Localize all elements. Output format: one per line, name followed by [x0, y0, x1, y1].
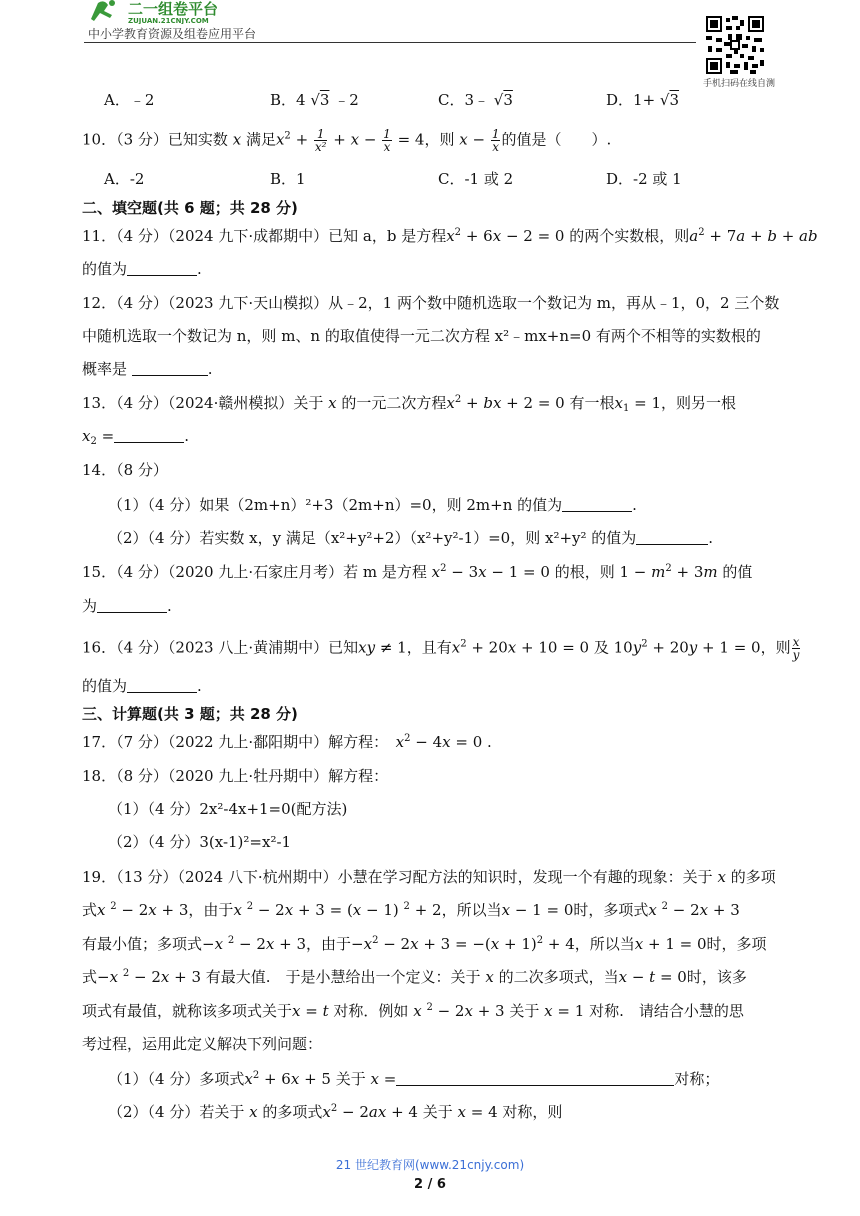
- qr-code-icon: [704, 14, 766, 76]
- question-12-line1: 12．（4 分）（2023 九下·天山模拟）从﹣2，1 两个数中随机选取一个数记为 m，再从﹣1，0，2 三个数: [82, 294, 780, 312]
- answer-blank-15[interactable]: [97, 598, 167, 613]
- question-19-line6: 考过程，运用此定义解决下列问题：: [82, 1035, 323, 1053]
- q10-option-d: D．-2 或 1: [606, 170, 682, 188]
- question-15: 15．（4 分）（2020 九上·石家庄月考）若 m 是方程 $x^2 - 3x - 1 = 0$ 的根，则 $1 - m^2 + 3m$ 的值: [82, 563, 753, 581]
- page-header: [84, 0, 696, 44]
- question-14: 14．（8 分）: [82, 461, 168, 479]
- question-17: 17．（7 分）（2022 九上·鄱阳期中）解方程： $x^2 - 4x = 0$ .: [82, 733, 492, 751]
- question-19-line1: 19．（13 分）（2024 八下·杭州期中）小慧在学习配方法的知识时，发现一个有趣的现象：关于 x 的多项: [82, 868, 776, 886]
- question-15-line2: 为 .: [82, 597, 172, 615]
- question-14-part2: （2）（4 分）若实数 x，y 满足（x²+y²+2）（x²+y²-1）=0，则 x²+y² 的值为 .: [108, 529, 714, 547]
- question-16: 16．（4 分）（2023 八上·黄浦期中）已知xy ≠ 1，且有$x^2 + 20x + 10 = 0$ 及 $10y^2 + 20y + 1 = 0$，则 $\frac{x}{y}$: [82, 635, 800, 662]
- qr-caption: 手机扫码在线自测: [702, 79, 775, 89]
- page-number: 2 / 6: [414, 1177, 446, 1192]
- q10-option-c: C．-1 或 2: [438, 170, 514, 188]
- question-19-part1: （1）（4 分）多项式$x^2 + 6x + 5$ 关于 x = 对称；: [108, 1070, 720, 1088]
- question-12-line3: 概率是 .: [82, 360, 213, 378]
- answer-blank-12[interactable]: [132, 361, 208, 376]
- question-18-part2: （2）（4 分）3(x-1)²=x²-1: [108, 833, 292, 851]
- logo-text: 二一组卷平台: [128, 0, 219, 18]
- logo-subtext: ZUJUAN.21CNJY.COM: [128, 17, 209, 24]
- question-10: 10．（3 分）已知实数 x 满足$x^2$ + $\frac{1}{\text{x²}}$ + x − $\frac{1}{x}$ = 4，则 x − $\frac{1}{x}$ 的值是（ ）.: [82, 127, 612, 154]
- question-11: 11．（4 分）（2024 九下·成都期中）已知 a，b 是方程$x^2 + 6x - 2 = 0$ 的两个实数根，则$a^2 + 7a + b$ + ab: [82, 227, 818, 245]
- footer-website-link[interactable]: 21 世纪教育网(www.21cnjy.com): [335, 1158, 525, 1172]
- question-13: 13．（4 分）（2024·赣州模拟）关于 x 的一元二次方程$x^2$ + bx + 2 = 0 有一根$x_1 = 1$，则另一根: [82, 394, 737, 414]
- answer-blank-19-1[interactable]: [396, 1071, 674, 1086]
- question-18-part1: （1）（4 分）2x²-4x+1=0(配方法): [108, 800, 348, 818]
- q10-option-b: B．1: [270, 170, 306, 188]
- answer-blank-11[interactable]: [127, 261, 197, 276]
- section-heading-calculation: 三、计算题(共 3 题；共 28 分): [82, 705, 298, 723]
- question-19-line4: 式−x $^2$ − 2x + 3 有最大值. 于是小慧给出一个定义：关于 x 的二次多项式，当x − t = 0时，该多: [82, 968, 747, 986]
- q9-option-a: A．﹣2: [104, 91, 155, 109]
- q9-option-d: D．1+ √3: [606, 91, 680, 109]
- question-19-line5: 项式有最值，就称该多项式关于x = t 对称．例如 x $^2$ − 2x + 3 关于 x = 1 对称. 请结合小慧的思: [82, 1002, 744, 1020]
- header-subtitle: 中小学教育资源及组卷应用平台: [88, 27, 257, 41]
- answer-blank-13[interactable]: [114, 428, 184, 443]
- question-13-line2: $x_2$ = .: [82, 427, 189, 447]
- section-heading-fill-blank: 二、填空题(共 6 题；共 28 分): [82, 199, 298, 217]
- question-18: 18．（8 分）（2020 九上·牡丹期中）解方程：: [82, 767, 389, 785]
- answer-blank-14-2[interactable]: [636, 530, 708, 545]
- q10-option-a: A．-2: [104, 170, 145, 188]
- question-19-part2: （2）（4 分）若关于 x 的多项式$x^2 - 2ax + 4$ 关于 x = 4 对称，则: [108, 1103, 563, 1121]
- question-12-line2: 中随机选取一个数记为 n，则 m、n 的取值使得一元二次方程 x²﹣mx+n=0 有两个不相等的实数根的: [82, 327, 761, 345]
- question-16-line2: 的值为 .: [82, 677, 202, 695]
- question-11-line2: 的值为 .: [82, 260, 202, 278]
- question-14-part1: （1）（4 分）如果（2m+n）²+3（2m+n）=0，则 2m+n 的值为 .: [108, 496, 637, 514]
- runner-logo-icon: [88, 0, 278, 24]
- answer-blank-16[interactable]: [127, 678, 197, 693]
- question-19-line2: 式x $^2$ − 2x + 3，由于x $^2$ − 2x + 3 = (x − 1) $^2$ + 2，所以当x − 1 = 0时，多项式x $^2$ − 2x + 3: [82, 901, 740, 919]
- q9-option-b: B．4 √3 ﹣2: [270, 91, 359, 109]
- answer-blank-14-1[interactable]: [562, 497, 632, 512]
- question-19-line3: 有最小值；多项式−x $^2$ − 2x + 3，由于$-x^2 - 2x + 3 = -(x + 1)^2 + 4$，所以当x + 1 = 0时，多项: [82, 935, 767, 953]
- q9-option-c: C．3﹣ √3: [438, 91, 513, 109]
- platform-logo: [88, 0, 278, 24]
- header-divider: [84, 42, 696, 43]
